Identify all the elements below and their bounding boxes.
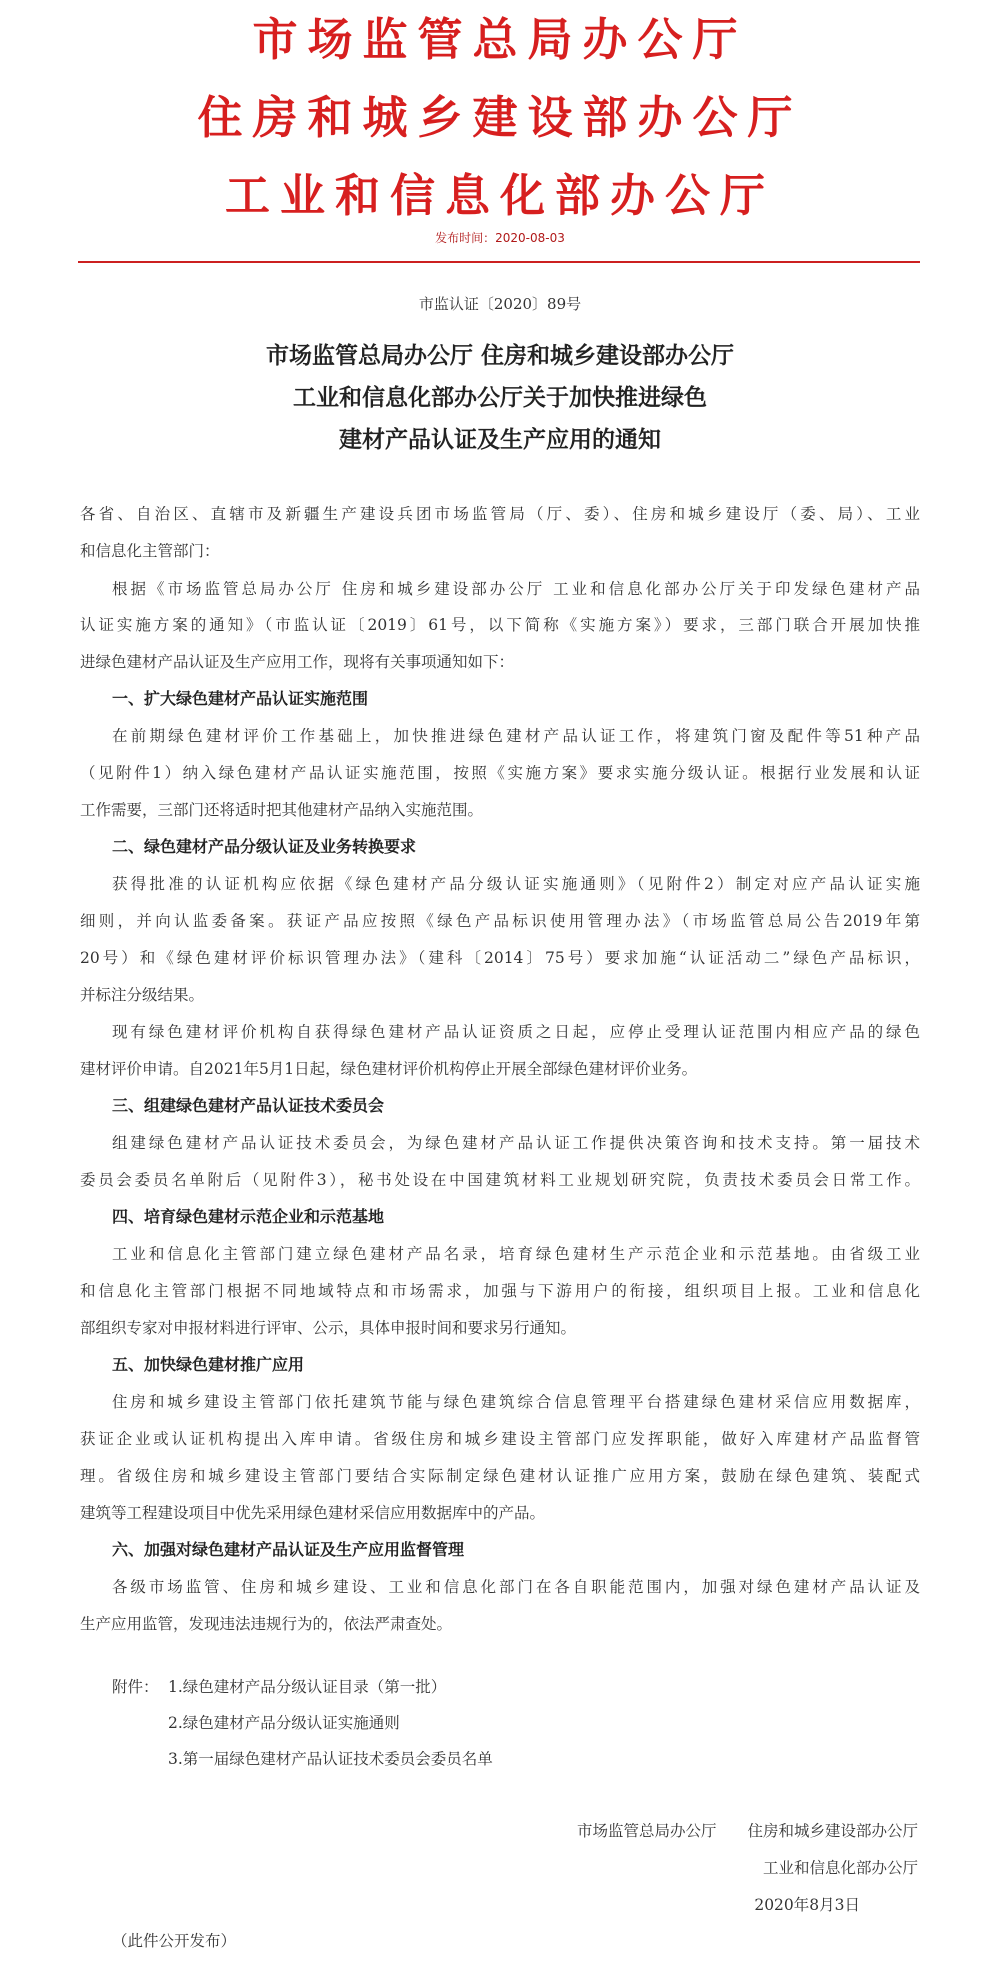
letterhead-line-1: 市场监管总局办公厅 xyxy=(252,13,748,66)
body-line: 在前期绿色建材评价工作基础上，加快推进绿色建材产品认证工作，将建筑门窗及配件等51种产品 xyxy=(112,727,920,745)
publish-date: 发布时间：2020-08-03 xyxy=(435,231,565,245)
body-line: 和信息化主管部门根据不同地域特点和市场需求，加强与下游用户的衔接，组织项目上报。工业和信息化 xyxy=(80,1282,920,1300)
red-divider xyxy=(78,261,920,263)
body-line: 组建绿色建材产品认证技术委员会，为绿色建材产品认证工作提供决策咨询和技术支持。第一届技术 xyxy=(112,1134,920,1152)
body-line: 工作需要，三部门还将适时把其他建材产品纳入实施范围。 xyxy=(80,801,484,819)
body-line: 理。省级住房和城乡建设主管部门要结合实际制定绿色建材认证推广应用方案，鼓励在绿色建筑、装配式 xyxy=(80,1467,920,1485)
public-release-note: （此件公开发布） xyxy=(112,1932,237,1950)
body-line: 根据《市场监管总局办公厅 住房和城乡建设部办公厅 工业和信息化部办公厅关于印发绿色建材产品 xyxy=(112,580,920,598)
body-line: 获证企业或认证机构提出入库申请。省级住房和城乡建设主管部门应发挥职能，做好入库建材产品监督管 xyxy=(80,1430,920,1448)
section-heading-1: 一、扩大绿色建材产品认证实施范围 xyxy=(112,689,369,708)
attachment-item: 2.绿色建材产品分级认证实施通则 xyxy=(168,1714,400,1732)
signature-date: 2020年8月3日 xyxy=(754,1896,860,1914)
body-line: 20号）和《绿色建材评价标识管理办法》（建科〔2014〕75号）要求加施“认证活动二”绿色产品标识， xyxy=(80,949,920,967)
body-line: 进绿色建材产品认证及生产应用工作，现将有关事项通知如下： xyxy=(80,653,515,671)
body-line: 工业和信息化主管部门建立绿色建材产品名录，培育绿色建材生产示范企业和示范基地。由省级工业 xyxy=(112,1245,920,1263)
body-line: 认证实施方案的通知》（市监认证〔2019〕61号，以下简称《实施方案》）要求，三部门联合开展加快推 xyxy=(80,616,920,634)
section-heading-2: 二、绿色建材产品分级认证及业务转换要求 xyxy=(112,837,417,856)
body-line: 建筑等工程建设项目中优先采用绿色建材采信应用数据库中的产品。 xyxy=(80,1504,546,1522)
body-line: 获得批准的认证机构应依据《绿色建材产品分级认证实施通则》（见附件2）制定对应产品认证实施 xyxy=(112,875,920,893)
body-line: 并标注分级结果。 xyxy=(80,986,205,1004)
body-line: 住房和城乡建设主管部门依托建筑节能与绿色建筑综合信息管理平台搭建绿色建材采信应用数据库， xyxy=(112,1393,920,1411)
title-line-1: 市场监管总局办公厅 住房和城乡建设部办公厅 xyxy=(265,342,734,369)
attachments-label: 附件： xyxy=(112,1678,159,1696)
body-line: 委员会委员名单附后（见附件3），秘书处设在中国建筑材料工业规划研究院，负责技术委员会日常工作。 xyxy=(80,1171,920,1189)
letterhead-line-3: 工业和信息化部办公厅 xyxy=(224,169,775,222)
letterhead-line-2: 住房和城乡建设部办公厅 xyxy=(197,91,803,144)
body-line: 各省、自治区、直辖市及新疆生产建设兵团市场监管局（厅、委）、住房和城乡建设厅（委、局）、工业 xyxy=(80,505,920,523)
document-number: 市监认证〔2020〕89号 xyxy=(418,295,582,313)
signature-issuers: 市场监管总局办公厅 住房和城乡建设部办公厅 xyxy=(576,1822,918,1840)
attachment-item: 3.第一届绿色建材产品认证技术委员会委员名单 xyxy=(168,1750,493,1768)
section-heading-4: 四、培育绿色建材示范企业和示范基地 xyxy=(112,1207,385,1226)
body-line: 各级市场监管、住房和城乡建设、工业和信息化部门在各自职能范围内，加强对绿色建材产品认证及 xyxy=(112,1578,920,1596)
title-line-3: 建材产品认证及生产应用的通知 xyxy=(339,426,661,453)
section-heading-3: 三、组建绿色建材产品认证技术委员会 xyxy=(112,1096,385,1115)
section-heading-5: 五、加快绿色建材推广应用 xyxy=(112,1355,305,1374)
body-line: （见附件1）纳入绿色建材产品认证实施范围，按照《实施方案》要求实施分级认证。根据行业发展和认证 xyxy=(80,764,920,782)
title-line-2: 工业和信息化部办公厅关于加快推进绿色 xyxy=(293,384,707,411)
body-line: 部组织专家对申报材料进行评审、公示，具体申报时间和要求另行通知。 xyxy=(80,1319,577,1337)
signature-issuer-miit: 工业和信息化部办公厅 xyxy=(762,1859,918,1877)
body-line: 建材评价申请。自2021年5月1日起，绿色建材评价机构停止开展全部绿色建材评价业务。 xyxy=(80,1060,698,1078)
body-line: 和信息化主管部门： xyxy=(80,542,220,560)
section-heading-6: 六、加强对绿色建材产品认证及生产应用监督管理 xyxy=(112,1540,465,1559)
body-line: 生产应用监管，发现违法违规行为的，依法严肃查处。 xyxy=(80,1615,453,1633)
body-line: 现有绿色建材评价机构自获得绿色建材产品认证资质之日起，应停止受理认证范围内相应产品的绿色 xyxy=(112,1023,920,1041)
body-line: 细则，并向认监委备案。获证产品应按照《绿色产品标识使用管理办法》（市场监管总局公告2019年第 xyxy=(80,912,920,930)
attachment-item: 1.绿色建材产品分级认证目录（第一批） xyxy=(168,1678,447,1696)
